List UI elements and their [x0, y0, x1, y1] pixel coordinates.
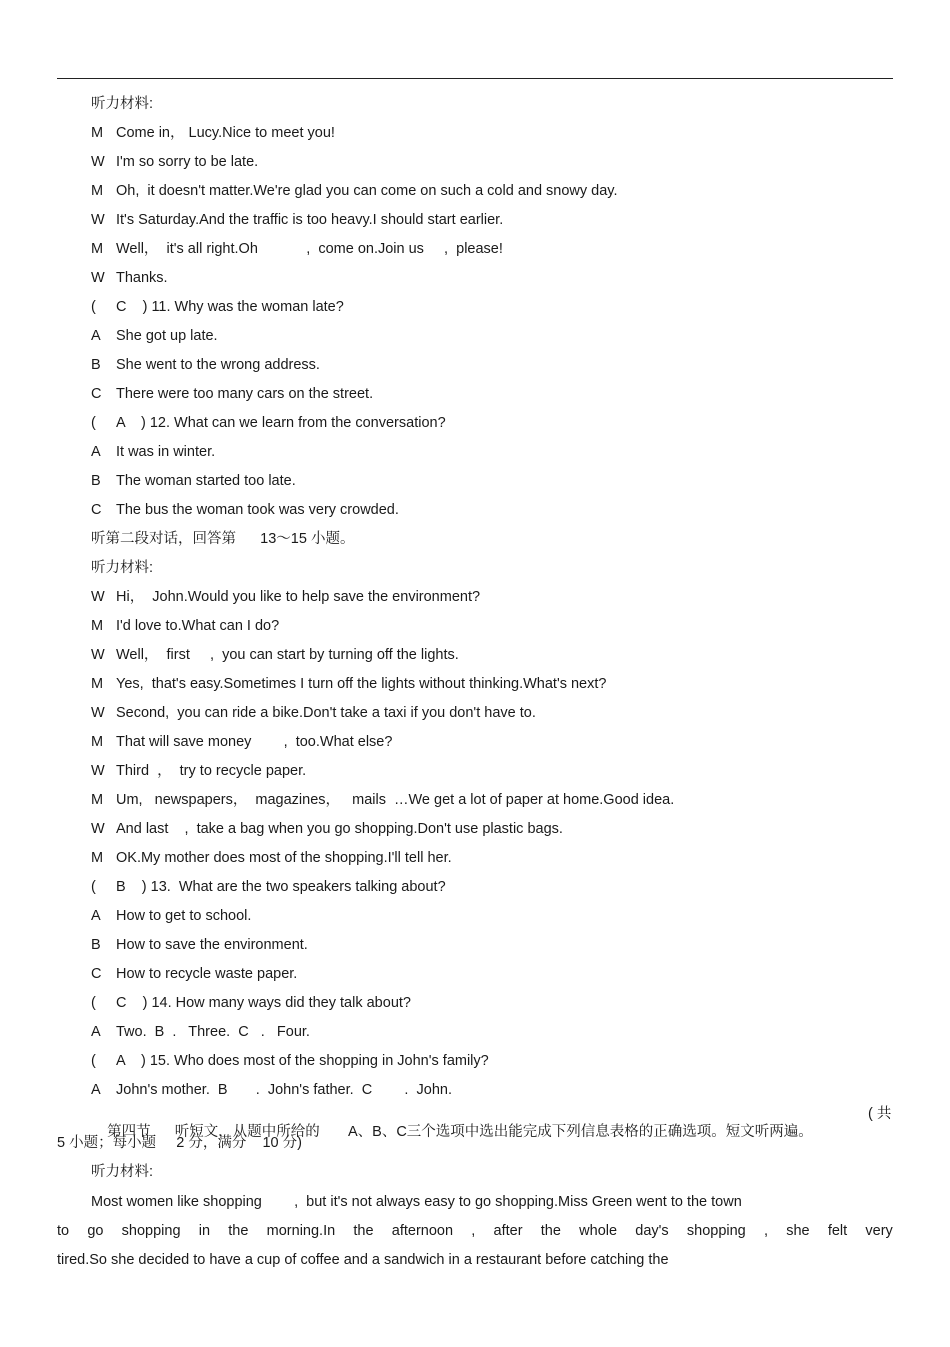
line-text: It's Saturday.And the traffic is too heavy.I should start earlier. — [116, 212, 504, 228]
line-prefix: M — [91, 125, 104, 141]
line-prefix: ( — [91, 1053, 96, 1069]
line-text: She got up late. — [116, 328, 218, 344]
line-prefix: M — [91, 618, 104, 634]
line-prefix: ( — [91, 995, 96, 1011]
line-prefix: ( — [91, 299, 96, 315]
line-prefix: A — [91, 1024, 101, 1040]
line-text: I'd love to.What can I do? — [116, 618, 280, 634]
line-prefix: W — [91, 647, 105, 663]
line-text: B ) 13. What are the two speakers talking about? — [116, 879, 446, 895]
text-line: 听力材料: — [91, 96, 154, 112]
material-label: 听力材料: — [91, 1164, 154, 1180]
line-prefix: A — [91, 1082, 101, 1098]
section-4-heading-left: 第四节 听短文，从题中所给的 A、B、C三个选项中选出能完成下列信息表格的正确选项。短文听两遍。 — [107, 1124, 813, 1140]
passage-word: shopping — [121, 1223, 181, 1239]
line-text: How to recycle waste paper. — [116, 966, 298, 982]
line-text: Oh, it doesn't matter.We're glad you can come on such a cold and snowy day. — [116, 183, 618, 199]
passage-word: the — [540, 1223, 561, 1239]
passage-word: in — [198, 1223, 211, 1239]
line-prefix: W — [91, 821, 105, 837]
section-4-heading-right: ( 共 — [868, 1106, 892, 1122]
line-text: A ) 15. Who does most of the shopping in John's family? — [116, 1053, 489, 1069]
line-prefix: M — [91, 792, 104, 808]
line-text: It was in winter. — [116, 444, 216, 460]
passage-word: , — [763, 1223, 768, 1239]
line-text: I'm so sorry to be late. — [116, 154, 259, 170]
text-line: 听第二段对话，回答第 13～15 小题。 — [91, 531, 355, 547]
text-line: 听力材料: — [91, 560, 154, 576]
line-prefix: C — [91, 386, 102, 402]
line-text: She went to the wrong address. — [116, 357, 320, 373]
passage-word: to — [57, 1223, 70, 1239]
section-4-scoring: 5 小题；每小题 2 分，满分 10 分) — [57, 1135, 302, 1151]
line-prefix: W — [91, 154, 105, 170]
passage-word: felt — [827, 1223, 848, 1239]
line-text: C ) 11. Why was the woman late? — [116, 299, 344, 315]
passage-word: after — [493, 1223, 523, 1239]
passage-word: the — [353, 1223, 374, 1239]
passage-word: very — [865, 1223, 893, 1239]
line-text: Hi， John.Would you like to help save the environment? — [116, 589, 481, 605]
header-rule — [57, 78, 893, 79]
passage-line-1: Most women like shopping , but it's not always easy to go shopping.Miss Green went to the town — [91, 1194, 742, 1210]
line-text: OK.My mother does most of the shopping.I'll tell her. — [116, 850, 452, 866]
line-prefix: W — [91, 270, 105, 286]
line-prefix: A — [91, 908, 101, 924]
passage-word: she — [786, 1223, 810, 1239]
passage-word: go — [87, 1223, 104, 1239]
line-text: Well， it's all right.Oh , come on.Join us , please! — [116, 241, 503, 257]
passage-line-2 — [57, 1222, 893, 1240]
passage-word: the — [228, 1223, 249, 1239]
line-prefix: W — [91, 763, 105, 779]
line-prefix: M — [91, 183, 104, 199]
line-text: John's mother. B . John's father. C . John. — [116, 1082, 452, 1098]
line-prefix: B — [91, 937, 101, 953]
line-prefix: B — [91, 357, 101, 373]
line-prefix: M — [91, 850, 104, 866]
line-prefix: C — [91, 502, 102, 518]
line-text: Third ， try to recycle paper. — [116, 763, 307, 779]
line-prefix: W — [91, 705, 105, 721]
line-text: Two. B . Three. C . Four. — [116, 1024, 310, 1040]
line-text: That will save money , too.What else? — [116, 734, 393, 750]
line-text: Second, you can ride a bike.Don't take a taxi if you don't have to. — [116, 705, 536, 721]
line-text: Well， first , you can start by turning off the lights. — [116, 647, 459, 663]
line-text: There were too many cars on the street. — [116, 386, 374, 402]
line-text: How to get to school. — [116, 908, 252, 924]
line-text: Yes, that's easy.Sometimes I turn off the lights without thinking.What's next? — [116, 676, 607, 692]
line-prefix: ( — [91, 415, 96, 431]
passage-line-3: tired.So she decided to have a cup of coffee and a sandwich in a restaurant before catching the — [57, 1252, 669, 1268]
line-prefix: A — [91, 444, 101, 460]
line-text: Come in， Lucy.Nice to meet you! — [116, 125, 335, 141]
passage-word: shopping — [686, 1223, 746, 1239]
line-text: And last , take a bag when you go shopping.Don't use plastic bags. — [116, 821, 563, 837]
line-prefix: A — [91, 328, 101, 344]
line-text: The woman started too late. — [116, 473, 296, 489]
line-text: How to save the environment. — [116, 937, 308, 953]
line-prefix: M — [91, 241, 104, 257]
line-prefix: W — [91, 212, 105, 228]
line-prefix: ( — [91, 879, 96, 895]
line-text: Um, newspapers， magazines， mails …We get a lot of paper at home.Good idea. — [116, 792, 675, 808]
line-prefix: B — [91, 473, 101, 489]
line-prefix: W — [91, 589, 105, 605]
passage-word: whole — [579, 1223, 618, 1239]
passage-word: day's — [635, 1223, 669, 1239]
passage-word: , — [471, 1223, 476, 1239]
line-text: The bus the woman took was very crowded. — [116, 502, 399, 518]
line-prefix: M — [91, 734, 104, 750]
passage-word: afternoon — [391, 1223, 454, 1239]
line-text: C ) 14. How many ways did they talk about? — [116, 995, 411, 1011]
line-text: Thanks. — [116, 270, 168, 286]
passage-word: morning.In — [266, 1223, 336, 1239]
line-prefix: M — [91, 676, 104, 692]
line-prefix: C — [91, 966, 102, 982]
line-text: A ) 12. What can we learn from the conversation? — [116, 415, 446, 431]
